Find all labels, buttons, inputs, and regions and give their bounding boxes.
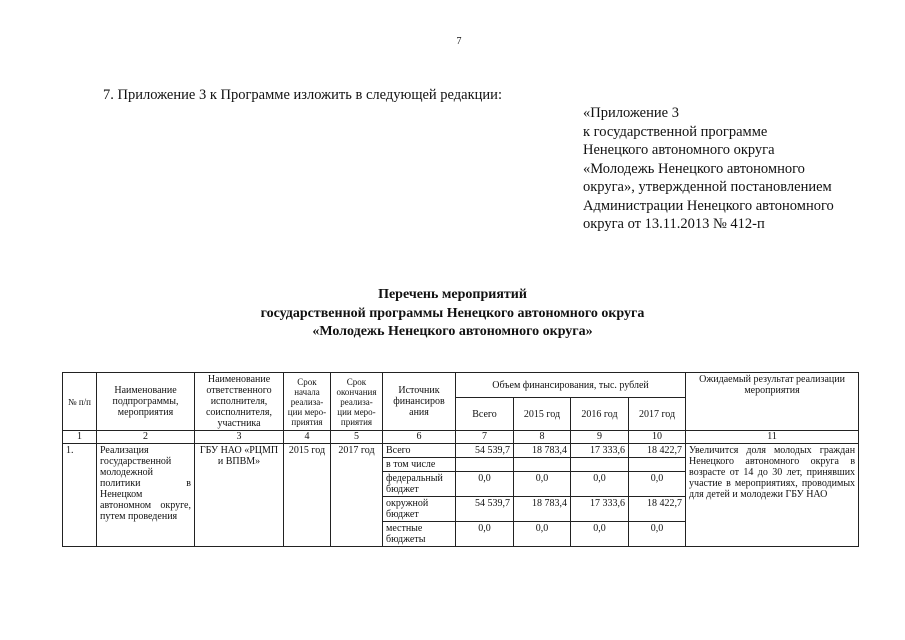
column-number: 9 (571, 431, 629, 444)
funding-2016 (571, 458, 629, 472)
funding-2017 (629, 458, 686, 472)
funding-2015: 0,0 (514, 522, 571, 547)
row-num: 1. (63, 444, 97, 547)
appendix-ref-line: к государственной программе (583, 123, 768, 140)
title-line-2: государственной программы Ненецкого автономного округа (260, 305, 645, 321)
funding-2017: 0,0 (629, 472, 686, 497)
column-number: 7 (456, 431, 514, 444)
appendix-ref-line: Ненецкого автономного округа (583, 142, 775, 158)
header-executor: Наименование ответственного исполнителя, соисполнителя, участника (195, 373, 284, 431)
header-row (63, 373, 859, 398)
start-year: 2015 год (284, 444, 331, 547)
header-result: Ожидаемый результат реализации мероприятия (686, 373, 859, 431)
measures-table (62, 372, 859, 547)
header-start: Срок начала реализа-ции меро-приятия (284, 373, 331, 431)
header-funding-group: Объем финансирования, тыс. рублей (456, 373, 686, 398)
appendix-ref-line: Администрации Ненецкого автономного (583, 197, 834, 214)
appendix-ref-line: округа», утвержденной постановлением (583, 179, 832, 195)
funding-2016: 17 333,6 (571, 444, 629, 458)
column-number: 3 (195, 431, 284, 444)
measure-name: Реализация государственной молодежной политики в Ненецком автономном округе, путем проведения (97, 444, 195, 547)
appendix-ref-line: «Приложение 3 (583, 105, 679, 121)
column-number: 5 (331, 431, 383, 444)
funding-2015 (514, 458, 571, 472)
funding-2016: 17 333,6 (571, 497, 629, 522)
header-num: № п/п (63, 373, 97, 431)
funding-source: Всего (383, 444, 456, 458)
funding-total: 54 539,7 (456, 497, 514, 522)
funding-total (456, 458, 514, 472)
amendment-instruction: 7. Приложение 3 к Программе изложить в следующей редакции: (103, 87, 502, 103)
funding-2015: 18 783,4 (514, 497, 571, 522)
appendix-ref-line: «Молодежь Ненецкого автономного (583, 160, 805, 177)
funding-total: 54 539,7 (456, 444, 514, 458)
funding-2017: 18 422,7 (629, 497, 686, 522)
funding-2015: 0,0 (514, 472, 571, 497)
end-year: 2017 год (331, 444, 383, 547)
column-number: 10 (629, 431, 686, 444)
column-number: 2 (97, 431, 195, 444)
title-line-3: «Молодежь Ненецкого автономного округа» (312, 324, 593, 339)
funding-source: местные бюджеты (383, 522, 456, 547)
funding-source: окружной бюджет (383, 497, 456, 522)
header-name: Наименование подпрограммы, мероприятия (97, 373, 195, 431)
header-end: Срок окончания реализа-ции меро-приятия (331, 373, 383, 431)
header-2016: 2016 год (571, 398, 629, 431)
column-number: 11 (686, 431, 859, 444)
column-number: 4 (284, 431, 331, 444)
funding-total: 0,0 (456, 472, 514, 497)
title-line-1: Перечень мероприятий (378, 287, 527, 302)
expected-result: Увеличится доля молодых граждан Ненецкого автономного округа в возрасте от 14 до 30 лет, принявших участие в мероприятиях, проводимых для детей и молодежи ГБУ НАО (686, 444, 859, 547)
column-number-row (63, 431, 859, 444)
funding-2017: 0,0 (629, 522, 686, 547)
table-row (63, 444, 859, 458)
appendix-ref-line: округа от 13.11.2013 № 412-п (583, 216, 765, 232)
column-number: 1 (63, 431, 97, 444)
page-number: 7 (456, 36, 462, 47)
funding-source: федеральный бюджет (383, 472, 456, 497)
document-title (0, 286, 905, 342)
funding-2017: 18 422,7 (629, 444, 686, 458)
executor-name: ГБУ НАО «РЦМП и ВПВМ» (195, 444, 284, 547)
header-2015: 2015 год (514, 398, 571, 431)
column-number: 8 (514, 431, 571, 444)
appendix-reference (583, 104, 834, 234)
funding-2015: 18 783,4 (514, 444, 571, 458)
header-total: Всего (456, 398, 514, 431)
funding-total: 0,0 (456, 522, 514, 547)
funding-2016: 0,0 (571, 522, 629, 547)
header-2017: 2017 год (629, 398, 686, 431)
funding-source: в том числе (383, 458, 456, 472)
header-source: Источник финансиров ания (383, 373, 456, 431)
column-number: 6 (383, 431, 456, 444)
funding-2016: 0,0 (571, 472, 629, 497)
